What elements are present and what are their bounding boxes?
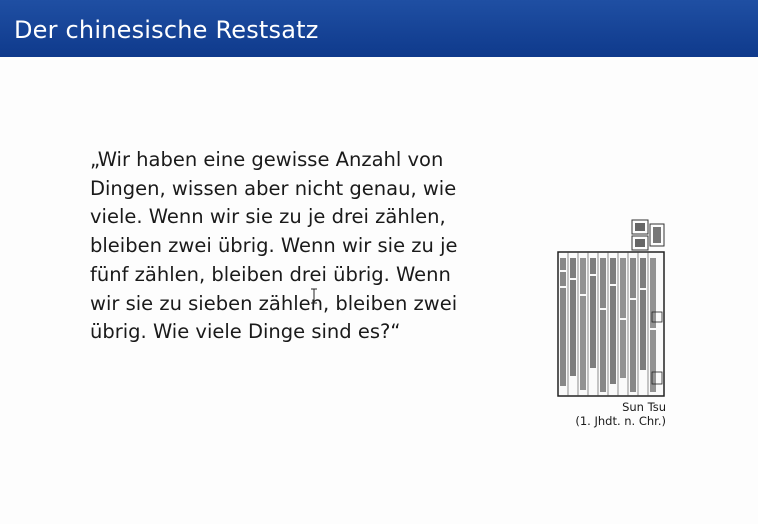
text-cursor-icon (310, 288, 318, 304)
image-caption (540, 400, 666, 428)
title-bar (0, 0, 758, 57)
quote-text: „Wir haben eine gewisse Anzahl von Dingen, wissen aber nicht genau, wie viele. Wenn wir sie zu je drei zählen, bleiben zwei übrig. Wenn wir sie zu je fünf zählen, bleiben drei übrig. Wenn wir sie zu sieben zählen, bleiben zwei übrig. Wie viele Dinge sind es?“ (90, 148, 458, 344)
chinese-manuscript-image (556, 218, 666, 398)
caption-date: (1. Jhdt. n. Chr.) (575, 414, 666, 428)
caption-name: Sun Tsu (622, 400, 666, 414)
slide-title: Der chinesische Restsatz (14, 16, 319, 44)
